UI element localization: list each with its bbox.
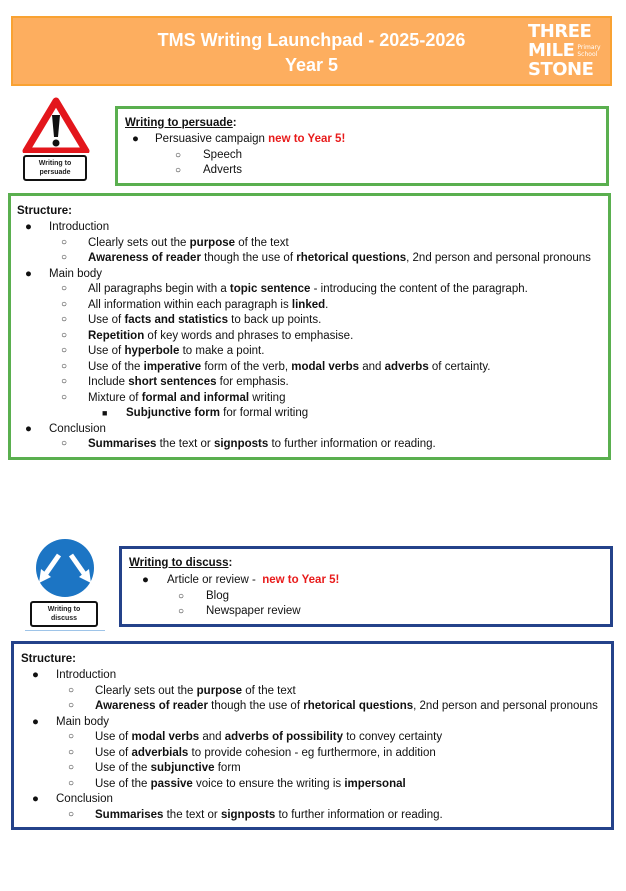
title-colon: :: [228, 557, 233, 569]
section-label: Introduction: [56, 669, 117, 681]
point-text: though the use of: [207, 700, 304, 712]
section-points: [18, 730, 598, 792]
structure-point: [18, 746, 598, 762]
section-points: [18, 808, 598, 824]
section-label: Main body: [56, 715, 110, 728]
section-label: Introduction: [49, 221, 110, 233]
structure-point: [18, 761, 598, 777]
emphasis-text: hyperbole: [124, 345, 180, 357]
persuade-sign: [22, 97, 90, 183]
emphasis-text: imperative: [143, 360, 202, 373]
plate-text: discuss: [50, 615, 78, 622]
bullet-icon: ●: [25, 422, 32, 435]
bullet-icon: ●: [32, 793, 39, 805]
emphasis-text: modal verbs: [131, 731, 200, 743]
emphasis-text: Awareness of reader: [95, 700, 208, 712]
persuade-subitem: [118, 148, 606, 164]
title-line: TMS Writing Launchpad - 2025-2026: [157, 30, 466, 50]
structure-point: [11, 282, 591, 298]
point-text: Use of the: [95, 777, 151, 790]
emphasis-text: formal and informal: [141, 391, 250, 404]
structure-point: [11, 329, 591, 345]
structure-section-main-body: [11, 267, 591, 283]
circle-bullet-icon: ○: [68, 808, 75, 820]
point-text: for formal writing: [219, 407, 309, 419]
sub-points: [11, 406, 591, 422]
structure-point: [11, 437, 591, 453]
structure-point: [11, 360, 591, 376]
circle-bullet-icon: ○: [68, 762, 75, 773]
emphasis-text: short sentences: [128, 376, 217, 388]
section-points: [18, 684, 598, 715]
discuss-sign: [25, 537, 105, 632]
discuss-subitem: [122, 589, 610, 605]
point-text: the text or: [163, 808, 221, 821]
point-text: form: [214, 762, 241, 774]
emphasis-text: impersonal: [344, 777, 406, 790]
page-title: [13, 28, 610, 78]
emphasis-text: adverbials: [131, 746, 189, 759]
point-text: Use of the: [95, 762, 151, 774]
discuss-item: [122, 573, 610, 589]
structure-section-conclusion: [11, 422, 591, 438]
point-text: Use of: [88, 314, 125, 326]
circle-bullet-icon: ○: [175, 165, 182, 176]
persuade-structure-box: [8, 193, 611, 460]
structure-point: [11, 375, 591, 391]
persuade-title: [125, 117, 237, 129]
point-text: Use of: [88, 345, 125, 357]
point-text: and: [199, 731, 225, 743]
circle-bullet-icon: ○: [178, 606, 185, 617]
point-text: .: [325, 298, 329, 311]
point-text: Use of the: [88, 360, 144, 373]
emphasis-text: linked: [291, 298, 326, 311]
emphasis-text: Summarises: [88, 438, 157, 450]
emphasis-text: Subjunctive form: [126, 407, 220, 419]
point-text: Use of: [95, 746, 132, 759]
logo-word-stone: STONE: [528, 59, 594, 80]
bullet-icon: ●: [25, 221, 32, 233]
circle-bullet-icon: ○: [68, 746, 75, 758]
genre-title: Writing to discuss: [129, 557, 229, 569]
emphasis-text: purpose: [196, 684, 243, 697]
emphasis-text: Repetition: [88, 329, 145, 342]
logo-school: School: [577, 50, 598, 58]
plate-text: Writing to: [47, 606, 81, 613]
circle-bullet-icon: ○: [61, 252, 68, 263]
point-text: to further information or reading.: [268, 438, 436, 450]
structure-point: [11, 251, 591, 267]
section-points: [11, 236, 591, 267]
section-points: [11, 282, 591, 422]
circle-bullet-icon: ○: [61, 438, 68, 449]
new-badge-text: new to Year 5!: [262, 574, 340, 586]
emphasis-text: purpose: [189, 236, 236, 249]
section-label: Conclusion: [49, 422, 106, 435]
emphasis-text: subjunctive: [150, 762, 215, 774]
bullet-icon: ●: [142, 574, 149, 586]
structure-section-introduction: [11, 220, 591, 236]
emphasis-text: rhetorical questions: [303, 700, 414, 712]
subitem-text: Speech: [203, 148, 243, 161]
year-line: Year 5: [284, 55, 339, 75]
new-badge-text: new to Year 5!: [268, 133, 346, 145]
circle-bullet-icon: ○: [61, 391, 68, 403]
circle-bullet-icon: ○: [61, 314, 68, 325]
bullet-icon: ●: [25, 267, 32, 280]
point-text: though the use of: [200, 252, 297, 264]
point-text: Use of: [95, 731, 132, 743]
point-text: to provide cohesion - eg furthermore, in addition: [188, 746, 436, 759]
discuss-genre-box: [119, 546, 613, 627]
warning-triangle-icon: [22, 97, 90, 153]
sign-underline: [25, 630, 105, 631]
persuade-sign-plate: [23, 155, 87, 181]
item-text: Persuasive campaign: [155, 133, 269, 145]
point-text: form of the verb,: [201, 360, 292, 373]
logo-word-three: THREE: [528, 21, 592, 42]
circle-bullet-icon: ○: [61, 329, 68, 341]
point-text: All paragraphs begin with a: [88, 283, 230, 295]
structure-list: [18, 668, 598, 823]
emphasis-text: rhetorical questions: [296, 252, 407, 264]
discuss-sign-plate: [30, 601, 98, 627]
persuade-item: [118, 132, 606, 148]
point-text: the text or: [156, 438, 214, 450]
structure-point: [18, 777, 598, 793]
discuss-subitem: [122, 604, 610, 620]
circle-bullet-icon: ○: [178, 590, 185, 602]
section-label: Main body: [49, 267, 103, 280]
structure-point: [18, 699, 598, 715]
title-colon: :: [232, 117, 237, 129]
structure-point: [18, 684, 598, 700]
structure-point: [11, 313, 591, 329]
point-text: Clearly sets out the: [95, 684, 197, 697]
discuss-structure-box: [11, 641, 614, 830]
subitem-text: Blog: [206, 589, 230, 602]
persuade-genre-box: [115, 106, 609, 186]
circle-bullet-icon: ○: [61, 360, 68, 372]
point-text: writing: [249, 391, 286, 404]
circle-bullet-icon: ○: [68, 684, 75, 696]
point-text: All information within each paragraph is: [88, 298, 292, 311]
emphasis-text: signposts: [213, 438, 269, 450]
point-text: of the text: [235, 236, 289, 249]
point-text: of the text: [242, 684, 296, 697]
structure-title: Structure:: [21, 653, 76, 665]
circle-bullet-icon: ○: [68, 777, 75, 789]
bullet-icon: ●: [32, 715, 39, 728]
subitem-text: Adverts: [203, 164, 242, 176]
point-text: of key words and phrases to emphasise.: [144, 329, 354, 342]
point-text: Clearly sets out the: [88, 236, 190, 249]
circle-bullet-icon: ○: [61, 283, 68, 294]
structure-section-introduction: [18, 668, 598, 684]
point-text: voice to ensure the writing is: [192, 777, 345, 790]
point-text: to convey certainty: [343, 731, 443, 743]
circle-bullet-icon: ○: [61, 376, 68, 387]
subitem-text: Newspaper review: [206, 605, 301, 617]
circle-bullet-icon: ○: [61, 345, 68, 356]
structure-point: [11, 236, 591, 252]
genre-title: Writing to persuade: [125, 117, 233, 129]
emphasis-text: modal verbs: [291, 360, 360, 373]
structure-point: [11, 391, 591, 407]
logo-word-mile: MILE: [528, 40, 575, 61]
square-bullet-icon: ■: [102, 408, 108, 418]
emphasis-text: passive: [150, 777, 193, 790]
structure-point: [18, 730, 598, 746]
circle-bullet-icon: ○: [61, 236, 68, 248]
structure-title: Structure:: [17, 205, 72, 217]
circle-bullet-icon: ○: [175, 149, 182, 161]
bullet-icon: ●: [32, 669, 39, 681]
page-header: [11, 16, 612, 86]
circle-bullet-icon: ○: [68, 700, 75, 711]
plate-text: persuade: [39, 169, 71, 176]
point-text: Mixture of: [88, 391, 142, 404]
emphasis-text: facts and statistics: [124, 314, 228, 326]
diverging-arrows-icon: [25, 537, 105, 599]
circle-bullet-icon: ○: [61, 298, 68, 310]
emphasis-text: signposts: [220, 808, 276, 821]
item-text: Article or review -: [167, 574, 263, 586]
persuade-subitem: [118, 163, 606, 179]
section-points: [11, 437, 591, 453]
circle-bullet-icon: ○: [68, 731, 75, 742]
emphasis-text: adverbs: [384, 360, 429, 373]
emphasis-text: Awareness of reader: [88, 252, 201, 264]
emphasis-text: topic sentence: [229, 283, 311, 295]
point-text: and: [359, 360, 385, 373]
bullet-icon: ●: [132, 133, 139, 145]
structure-subpoint: [11, 406, 591, 422]
structure-section-main-body: [18, 715, 598, 731]
point-text: to back up points.: [227, 314, 322, 326]
point-text: for emphasis.: [216, 376, 289, 388]
emphasis-text: adverbs of possibility: [224, 731, 343, 743]
plate-text: Writing to: [38, 160, 72, 167]
structure-point: [11, 298, 591, 314]
point-text: - introducing the content of the paragraph.: [310, 283, 528, 295]
structure-point: [11, 344, 591, 360]
structure-section-conclusion: [18, 792, 598, 808]
logo-primary: Primary: [577, 43, 601, 51]
emphasis-text: Summarises: [95, 808, 164, 821]
structure-list: [11, 220, 591, 453]
point-text: to further information or reading.: [275, 808, 443, 821]
discuss-title: [129, 557, 232, 569]
point-text: of certainty.: [428, 360, 491, 373]
point-text: Include: [88, 376, 129, 388]
point-text: , 2nd person and personal pronouns: [406, 252, 591, 264]
school-logo: [528, 21, 601, 82]
point-text: to make a point.: [179, 345, 265, 357]
structure-point: [18, 808, 598, 824]
point-text: , 2nd person and personal pronouns: [413, 700, 598, 712]
section-label: Conclusion: [56, 793, 113, 805]
